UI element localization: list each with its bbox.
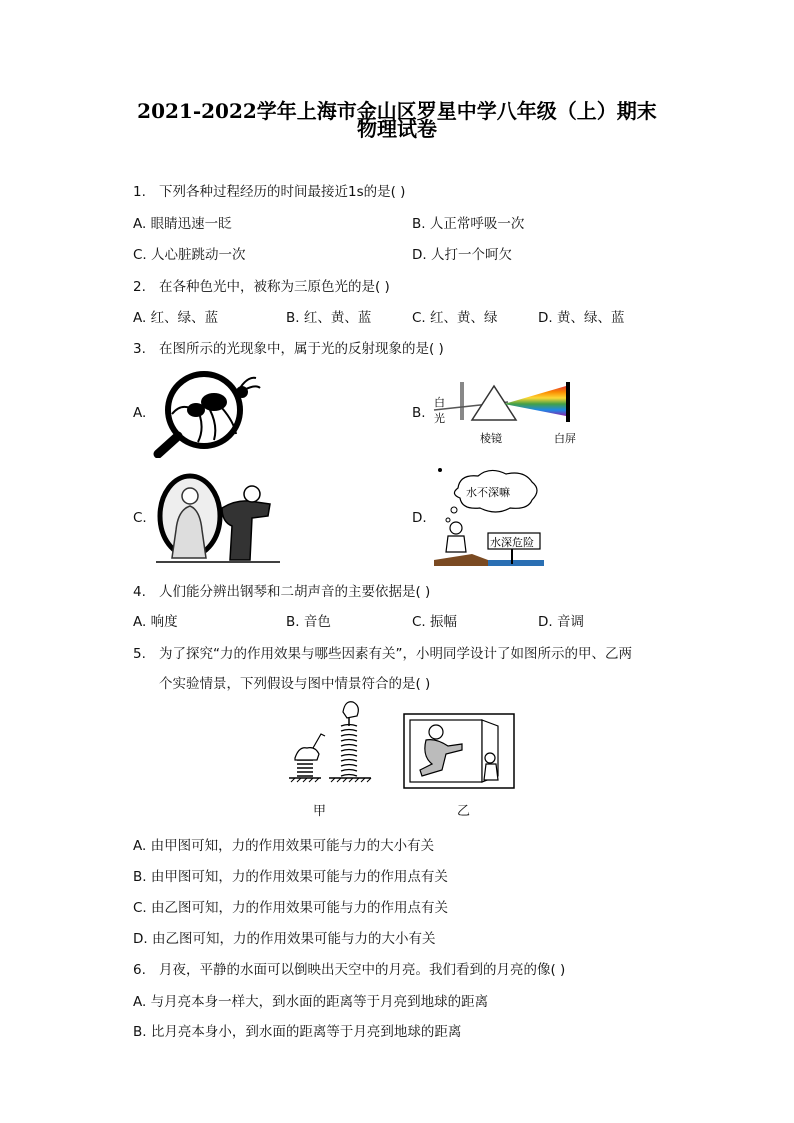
q1-option-d[interactable]: D. 人打一个呵欠 bbox=[412, 247, 512, 263]
spring-figure-jia bbox=[285, 698, 375, 786]
q1-option-b[interactable]: B. 人正常呼吸一次 bbox=[412, 216, 525, 232]
q2-option-b[interactable]: B. 红、黄、蓝 bbox=[286, 310, 372, 326]
q3-option-c[interactable]: C. bbox=[133, 510, 147, 526]
question-1 bbox=[133, 180, 405, 200]
question-4 bbox=[133, 580, 430, 600]
figure-caption-jia: 甲 bbox=[313, 804, 327, 819]
question-number: 3. bbox=[133, 341, 146, 357]
question-stem: 在图所示的光现象中，属于光的反射现象的是( ) bbox=[159, 341, 444, 357]
q3-option-a[interactable]: A. bbox=[133, 405, 147, 421]
q1-option-c[interactable]: C. 人心脏跳动一次 bbox=[133, 247, 246, 263]
prism-label: 棱镜 bbox=[480, 432, 502, 445]
question-number: 4. bbox=[133, 584, 146, 600]
q3-option-d[interactable]: D. bbox=[412, 510, 427, 526]
q5-option-b[interactable]: B. 由甲图可知，力的作用效果可能与力的作用点有关 bbox=[133, 869, 448, 885]
bubble-text: 水不深嘛 bbox=[466, 486, 510, 499]
question-number: 6. bbox=[133, 962, 146, 978]
white-light-label-1: 白 bbox=[434, 396, 445, 409]
figure-caption-yi: 乙 bbox=[457, 804, 471, 819]
white-light-label-2: 光 bbox=[434, 412, 445, 425]
q4-option-c[interactable]: C. 振幅 bbox=[412, 614, 458, 630]
q4-option-a[interactable]: A. 响度 bbox=[133, 614, 178, 630]
q6-option-a[interactable]: A. 与月亮本身一样大，到水面的距离等于月亮到地球的距离 bbox=[133, 994, 489, 1010]
q2-option-c[interactable]: C. 红、黄、绿 bbox=[412, 310, 498, 326]
door-push-figure-yi bbox=[402, 712, 517, 792]
q5-option-c[interactable]: C. 由乙图可知，力的作用效果可能与力的作用点有关 bbox=[133, 900, 449, 916]
magnifier-ant-figure bbox=[152, 370, 262, 458]
exam-title-line1: 2021-2022学年上海市金山区罗星中学八年级（上）期末 bbox=[137, 99, 657, 123]
question-5 bbox=[133, 642, 632, 662]
screen-label: 白屏 bbox=[554, 432, 576, 445]
question-stem: 下列各种过程经历的时间最接近1s的是( ) bbox=[159, 184, 406, 200]
question-stem: 月夜，平静的水面可以倒映出天空中的月亮。我们看到的月亮的像( ) bbox=[159, 962, 566, 978]
question-2 bbox=[133, 275, 390, 295]
mirror-reflection-figure bbox=[152, 470, 282, 565]
q4-option-b[interactable]: B. 音色 bbox=[286, 614, 331, 630]
q1-option-a[interactable]: A. 眼睛迅速一眨 bbox=[133, 216, 232, 232]
question-6 bbox=[133, 958, 565, 978]
question-stem: 人们能分辨出钢琴和二胡声音的主要依据是( ) bbox=[159, 584, 431, 600]
danger-sign-text: 水深危险 bbox=[490, 536, 534, 549]
q6-option-b[interactable]: B. 比月亮本身小，到水面的距离等于月亮到地球的距离 bbox=[133, 1024, 462, 1040]
q2-option-a[interactable]: A. 红、绿、蓝 bbox=[133, 310, 219, 326]
q4-option-d[interactable]: D. 音调 bbox=[538, 614, 584, 630]
question-number: 2. bbox=[133, 279, 146, 295]
prism-dispersion-figure bbox=[432, 380, 582, 450]
q5-option-a[interactable]: A. 由甲图可知，力的作用效果可能与力的大小有关 bbox=[133, 838, 435, 854]
question-number: 1. bbox=[133, 184, 146, 200]
question-3 bbox=[133, 337, 444, 357]
question-5-line2: 个实验情景，下列假设与图中情景符合的是( ) bbox=[159, 676, 431, 692]
water-depth-figure bbox=[432, 464, 547, 568]
q3-option-b[interactable]: B. bbox=[412, 405, 426, 421]
q2-option-d[interactable]: D. 黄、绿、蓝 bbox=[538, 310, 625, 326]
question-stem: 在各种色光中，被称为三原色光的是( ) bbox=[159, 279, 390, 295]
q5-option-d[interactable]: D. 由乙图可知，力的作用效果可能与力的大小有关 bbox=[133, 931, 436, 947]
question-number: 5. bbox=[133, 646, 146, 662]
question-stem-line1: 为了探究“力的作用效果与哪些因素有关”，小明同学设计了如图所示的甲、乙两 bbox=[159, 646, 632, 662]
exam-title-line2: 物理试卷 bbox=[357, 117, 437, 141]
